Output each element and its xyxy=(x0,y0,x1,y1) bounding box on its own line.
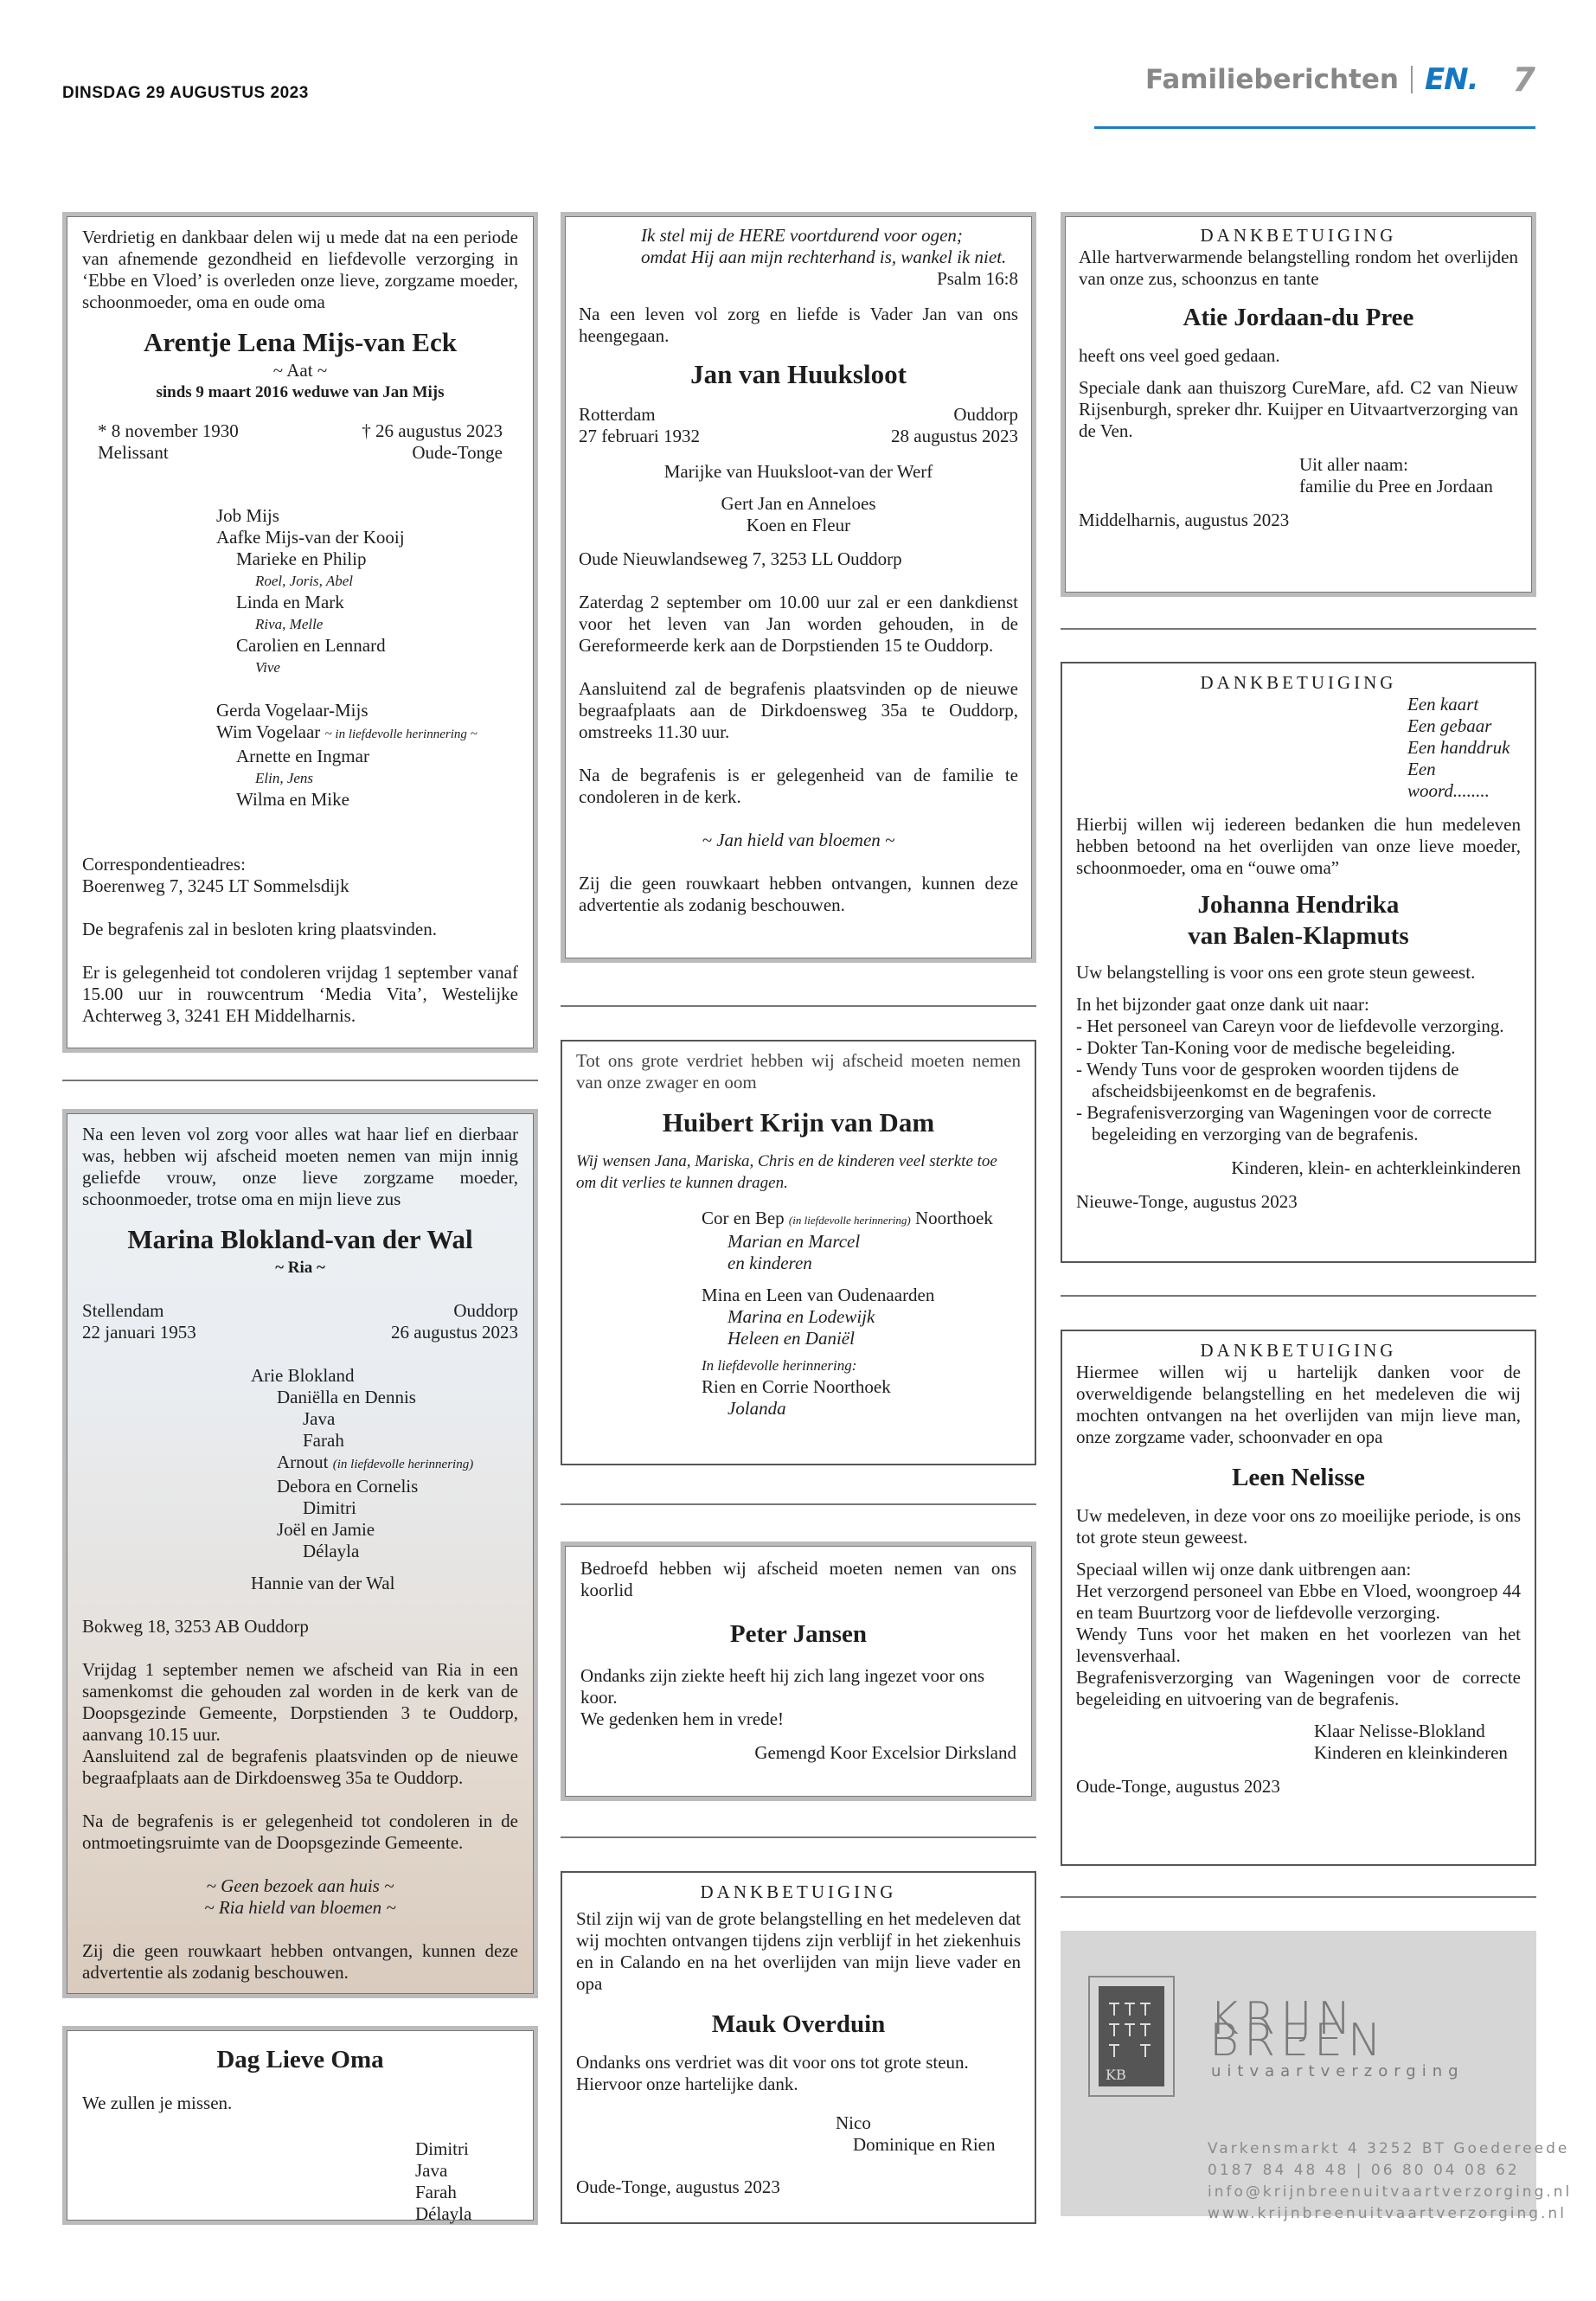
deceased-name: Atie Jordaan-du Pree xyxy=(1183,304,1414,331)
family-member: Carolien en Lennard xyxy=(236,635,386,656)
divider xyxy=(561,1836,1036,1838)
family-member: Arnette en Ingmar xyxy=(236,746,369,766)
thanks-nelisse xyxy=(1061,1330,1536,1866)
header-divider xyxy=(1411,66,1413,93)
family-member: Aafke Mijs-van der Kooij xyxy=(216,527,405,548)
birth-place: Stellendam xyxy=(82,1300,164,1321)
family-member-name: Cor en Bep xyxy=(702,1208,785,1228)
family-member: Koen en Fleur xyxy=(746,515,851,535)
poem xyxy=(1076,694,1521,802)
poem-line: Een kaart xyxy=(1407,694,1479,715)
header-rule xyxy=(1094,126,1535,129)
ad-intro: Bedroefd hebben wij afscheid moeten nemen van ons koorlid xyxy=(580,1558,1016,1600)
nickname: ~ Ria ~ xyxy=(275,1259,325,1277)
ad-title: Dag Lieve Oma xyxy=(216,2046,384,2073)
company-address: Varkensmarkt 4 3252 BT Goedereede xyxy=(1208,2140,1570,2157)
signature: Gemengd Koor Excelsior Dirksland xyxy=(754,1742,1016,1763)
family-member: Marijke van Huuksloot-van der Werf xyxy=(663,461,933,482)
burial-note: Aansluitend zal de begrafenis plaatsvinden op de nieuwe begraafplaats aan de Dirkdoensweg 35a te Ouddorp, omstreeks 11.30 uur. xyxy=(579,678,1018,742)
family-member: Wilma en Mike xyxy=(236,789,349,810)
signature-list xyxy=(82,2138,518,2225)
closing-note: Zij die geen rouwkaart hebben ontvangen, kunnen deze advertentie als zodanig beschouwen. xyxy=(82,1940,518,1983)
place-date: Nieuwe-Tonge, augustus 2023 xyxy=(1076,1191,1298,1212)
obituary-intro: Na een leven vol zorg en liefde is Vader Jan van ons heengegaan. xyxy=(579,304,1018,346)
thanks-jordaan xyxy=(1061,212,1536,597)
family-member: Job Mijs xyxy=(216,505,279,526)
signature-name: Java xyxy=(415,2160,448,2181)
divider xyxy=(62,1080,538,1081)
family-member: Arie Blokland xyxy=(251,1365,355,1386)
ad-text: Speciale dank aan thuiszorg CureMare, afd. C2 van Nieuw Rijsenburgh, spreker dhr. Kuijper en Uitvaartverzorging van de Ven. xyxy=(1079,377,1518,441)
family-member: Rien en Corrie Noorthoek xyxy=(702,1376,891,1397)
birth-date: 22 januari 1953 xyxy=(82,1322,196,1343)
service-note: Zaterdag 2 september om 10.00 uur zal er een dankdienst voor het leven van Jan worden gehouden, in de Gereformeerde kerk aan de Dorpstienden 15 te Ouddorp. xyxy=(579,592,1018,656)
family-member: Dimitri xyxy=(303,1497,356,1518)
deceased-name: Jan van Huuksloot xyxy=(690,359,907,389)
ad-text: Speciaal willen wij onze dank uitbrengen aan: xyxy=(1076,1559,1412,1580)
death-place: Ouddorp xyxy=(953,404,1018,425)
service-note: Vrijdag 1 september nemen we afscheid van Ria in een samenkomst die gehouden zal worden in de kerk van de Doopsgezinde Gemeente, Dorpstienden 3 te Ouddorp, aanvang 10.15 uur. xyxy=(82,1659,518,1745)
page-number: 7 xyxy=(1512,60,1535,99)
dates-row xyxy=(82,420,518,464)
company-contact xyxy=(1208,2138,1572,2225)
signature-name: Farah xyxy=(415,2182,457,2202)
family-member: Daniëlla en Dennis xyxy=(277,1387,416,1407)
thanks-list xyxy=(1076,1016,1521,1145)
place-date: Oude-Tonge, augustus 2023 xyxy=(576,2176,780,2197)
flowers-note: ~ Ria hield van bloemen ~ xyxy=(204,1897,396,1918)
nickname: ~ Aat ~ xyxy=(272,360,328,381)
memory-note: ~ in liefdevolle herinnering ~ xyxy=(324,727,478,741)
poem-line: Een woord........ xyxy=(1407,759,1490,801)
thanks-item-text: Begrafenisverzorging van Wageningen voor de correcte begeleiding en verzorging van de begrafenis. xyxy=(1086,1102,1492,1144)
thanks-overduin xyxy=(561,1871,1036,2224)
page-header xyxy=(1144,60,1535,99)
divider xyxy=(1061,628,1536,630)
section-title: Familieberichten xyxy=(1144,63,1399,95)
funeral-company-ad xyxy=(1061,1931,1573,2222)
family-member-name: Arnout xyxy=(277,1452,329,1472)
bible-verse-line2: omdat Hij aan mijn rechterhand is, wankel ik niet. xyxy=(641,247,1007,267)
ad-text: Het verzorgend personeel van Ebbe en Vloed, woongroep 44 en team Buurtzorg voor de liefdevolle verzorging. xyxy=(1076,1580,1521,1623)
obituary-intro: Tot ons grote verdriet hebben wij afscheid moeten nemen van onze zwager en oom xyxy=(576,1050,1021,1093)
thanks-item: - Dokter Tan-Koning voor de medische begeleiding. xyxy=(1076,1037,1456,1058)
company-logo xyxy=(1088,1976,1175,2097)
thanks-item-text: Het personeel van Careyn voor de liefdevolle verzorging. xyxy=(1086,1016,1504,1036)
dates-row xyxy=(82,1300,518,1343)
family-list xyxy=(82,1365,518,1594)
signature-name: Dimitri xyxy=(415,2138,469,2159)
ad-intro: Alle hartverwarmende belangstelling rondom het overlijden van onze zus, schoonzus en tante xyxy=(1079,247,1518,289)
family-member: Hannie van der Wal xyxy=(251,1573,395,1593)
section-heading: DANKBETUIGING xyxy=(700,1881,897,1902)
wish-note: Wij wensen Jana, Mariska, Chris en de kinderen veel sterkte toe om dit verlies te kunnen dragen. xyxy=(576,1152,997,1192)
birth-place: Melissant xyxy=(98,442,169,463)
poem-line: Een gebaar xyxy=(1407,715,1492,736)
birth-date: * 8 november 1930 xyxy=(98,420,239,441)
signature-name: Nico xyxy=(836,2112,871,2133)
dates-row xyxy=(579,404,1018,447)
signature-name: Délayla xyxy=(415,2203,472,2224)
signature-label: Uit aller naam: xyxy=(1299,454,1408,475)
family-member xyxy=(82,1452,518,1476)
family-member xyxy=(702,1208,1021,1231)
family-member: Riva, Melle xyxy=(255,616,324,632)
divider xyxy=(1061,1295,1536,1297)
page-date: DINSDAG 29 AUGUSTUS 2023 xyxy=(62,84,309,102)
ad-text: Begrafenisverzorging van Wageningen voor de correcte begeleiding en uitvoering van de begrafenis. xyxy=(1076,1667,1521,1709)
ad-dag-lieve-oma xyxy=(62,2026,538,2225)
section-heading: DANKBETUIGING xyxy=(1200,1340,1397,1361)
correspondence-label: Correspondentieadres: xyxy=(82,854,246,875)
ad-intro: Stil zijn wij van de grote belangstelling en het medeleven dat wij mochten ontvangen tijdens zijn verblijf in het ziekenhuis en in Calando en na het overlijden van mijn lieve vader en opa xyxy=(576,1908,1021,1994)
deceased-name-line2: van Balen-Klapmuts xyxy=(1188,922,1409,950)
family-member: Gerda Vogelaar-Mijs xyxy=(216,700,369,721)
family-member: Heleen en Daniël xyxy=(727,1328,855,1349)
family-member: Linda en Mark xyxy=(236,592,344,612)
divider xyxy=(561,1503,1036,1505)
family-member: Elin, Jens xyxy=(255,770,314,786)
ad-text: Ondanks zijn ziekte heeft hij zich lang ingezet voor ons koor. xyxy=(580,1665,985,1708)
ad-text: In het bijzonder gaat onze dank uit naar: xyxy=(1076,994,1369,1015)
family-member: Debora en Cornelis xyxy=(277,1476,419,1497)
bible-reference: Psalm 16:8 xyxy=(937,268,1018,289)
family-member: Java xyxy=(303,1408,336,1429)
section-heading: DANKBETUIGING xyxy=(1200,225,1397,246)
closing-note: Zij die geen rouwkaart hebben ontvangen, kunnen deze advertentie als zodanig beschouwen. xyxy=(579,873,1018,915)
deceased-name: Marina Blokland-van der Wal xyxy=(127,1224,473,1254)
memory-note: (in liefdevolle herinnering) xyxy=(788,1214,911,1227)
signature-name: Kinderen en kleinkinderen xyxy=(1314,1742,1508,1763)
family-member-name: Wim Vogelaar xyxy=(216,721,321,742)
company-name: KRIJN BREEN xyxy=(1209,1993,1387,2067)
obituary-intro: Verdrietig en dankbaar delen wij u mede dat na een periode van afnemende gezondheid en liefdevolle verzorging in ‘Ebbe en Vloed’ is overleden onze lieve, zorgzame moeder, schoonmoeder, oma en oude oma xyxy=(82,227,518,312)
deceased-name-line1: Johanna Hendrika xyxy=(1197,891,1400,919)
ad-peter-jansen xyxy=(561,1541,1036,1801)
newspaper-logo: EN. xyxy=(1424,61,1478,97)
divider xyxy=(1061,1896,1536,1898)
obituary-van-huuksloot xyxy=(561,212,1036,963)
signature: Kinderen, klein- en achterkleinkinderen xyxy=(1231,1157,1521,1178)
ad-text: Wendy Tuns voor het maken en het voorlezen van het levensverhaal. xyxy=(1076,1624,1521,1666)
company-email[interactable]: info@krijnbreenuitvaartverzorging.nl xyxy=(1208,2183,1573,2201)
condolence-note: Na de begrafenis is er gelegenheid van de familie te condoleren in de kerk. xyxy=(579,765,1018,807)
family-member: Mina en Leen van Oudenaarden xyxy=(702,1285,935,1305)
family-member: Délayla xyxy=(303,1541,360,1561)
ad-text: We zullen je missen. xyxy=(82,2093,233,2113)
memory-note: (in liefdevolle herinnering) xyxy=(332,1458,474,1471)
family-member: en kinderen xyxy=(727,1253,812,1273)
home-address: Oude Nieuwlandseweg 7, 3253 LL Ouddorp xyxy=(579,548,902,569)
deceased-name: Arentje Lena Mijs-van Eck xyxy=(144,327,457,357)
signature: familie du Pree en Jordaan xyxy=(1299,476,1493,497)
family-member: Roel, Joris, Abel xyxy=(255,573,353,589)
death-date: 26 augustus 2023 xyxy=(391,1322,518,1343)
family-member: Farah xyxy=(303,1430,344,1451)
thanks-item: - Wendy Tuns voor de gesproken woorden tijdens de afscheidsbijeenkomst en de begrafenis. xyxy=(1076,1059,1459,1101)
logo-letters: KB xyxy=(1106,2067,1126,2083)
family-list xyxy=(82,505,518,811)
company-tagline: uitvaartverzorging xyxy=(1211,2062,1465,2080)
company-logo-icon xyxy=(1090,1977,1173,2095)
ad-intro: Hierbij willen wij iedereen bedanken die hun medeleven hebben betoond na het overlijden van onze lieve moeder, schoonmoeder, oma en “ouwe oma” xyxy=(1076,814,1521,878)
signature-name: Dominique en Rien xyxy=(853,2134,996,2155)
place-date: Middelharnis, augustus 2023 xyxy=(1079,510,1290,530)
bible-verse-line1: Ik stel mij de HERE voortdurend voor ogen; xyxy=(641,225,963,246)
flowers-note: ~ Jan hield van bloemen ~ xyxy=(702,830,895,850)
thanks-van-balen xyxy=(1061,662,1536,1263)
ad-text: Ondanks ons verdriet was dit voor ons tot grote steun. Hiervoor onze hartelijke dank. xyxy=(576,2052,969,2094)
family-member: Vive xyxy=(255,659,280,676)
family-place: Noorthoek xyxy=(914,1208,993,1228)
ad-text: Uw medeleven, in deze voor ons zo moeilijke periode, is ons tot grote steun geweest. xyxy=(1076,1505,1521,1548)
death-date: 28 augustus 2023 xyxy=(891,426,1018,446)
signature-name: Klaar Nelisse-Blokland xyxy=(1314,1721,1485,1741)
poem-line: Een handdruk xyxy=(1407,737,1510,758)
obituary-van-dam xyxy=(561,1040,1036,1465)
condolence-note: Er is gelegenheid tot condoleren vrijdag 1 september vanaf 15.00 uur in rouwcentrum ‘Media Vita’, Westelijke Achterweg 3, 3241 EH Middelharnis. xyxy=(82,962,518,1026)
thanks-item-text: Dokter Tan-Koning voor de medische begeleiding. xyxy=(1086,1037,1456,1058)
family-member: Marian en Marcel xyxy=(727,1231,861,1252)
family-member: Gert Jan en Anneloes xyxy=(721,493,876,514)
birth-place: Rotterdam xyxy=(579,404,656,425)
correspondence-address: Boerenweg 7, 3245 LT Sommelsdijk xyxy=(82,875,349,896)
deceased-name: Huibert Krijn van Dam xyxy=(662,1107,935,1138)
divider xyxy=(561,1005,1036,1007)
family-list xyxy=(576,1208,1021,1420)
company-website[interactable]: www.krijnbreenuitvaartverzorging.nl xyxy=(1208,2205,1567,2222)
birth-date: 27 februari 1932 xyxy=(579,426,700,446)
funeral-note: De begrafenis zal in besloten kring plaatsvinden. xyxy=(82,919,437,939)
widow-note: sinds 9 maart 2016 weduwe van Jan Mijs xyxy=(156,383,445,401)
obituary-mijs-van-eck xyxy=(62,212,538,1053)
family-member: Marieke en Philip xyxy=(236,548,367,569)
deceased-name: Mauk Overduin xyxy=(711,2010,886,2038)
thanks-item: - Begrafenisverzorging van Wageningen voor de correcte begeleiding en verzorging van de begrafenis. xyxy=(1076,1102,1492,1144)
ad-text: Uw belangstelling is voor ons een grote steun geweest. xyxy=(1076,962,1476,983)
deceased-name: Peter Jansen xyxy=(729,1620,868,1648)
visit-note: ~ Geen bezoek aan huis ~ xyxy=(206,1875,394,1896)
death-place: Ouddorp xyxy=(453,1300,518,1321)
family-member xyxy=(82,721,518,746)
condolence-note: Na de begrafenis is er gelegenheid tot condoleren in de ontmoetingsruimte van de Doopsgezinde Gemeente. xyxy=(82,1811,518,1853)
death-date: † 26 augustus 2023 xyxy=(362,420,503,441)
obituary-intro: Na een leven vol zorg voor alles wat haar lief en dierbaar was, hebben wij afscheid moeten nemen van mijn innig geliefde vrouw, onze lieve zorgzame moeder, schoonmoeder, trotse oma en mijn lieve zus xyxy=(82,1124,518,1209)
obituary-blokland xyxy=(62,1109,538,1998)
memory-label: In liefdevolle herinnering: xyxy=(702,1357,857,1374)
ad-text: We gedenken hem in vrede! xyxy=(580,1708,785,1729)
home-address: Bokweg 18, 3253 AB Ouddorp xyxy=(82,1616,309,1637)
thanks-item-text: Wendy Tuns voor de gesproken woorden tijdens de afscheidsbijeenkomst en de begrafenis. xyxy=(1086,1059,1459,1101)
thanks-item: - Het personeel van Careyn voor de liefdevolle verzorging. xyxy=(1076,1016,1504,1036)
deceased-name: Leen Nelisse xyxy=(1232,1464,1365,1491)
family-member: Jolanda xyxy=(727,1398,786,1419)
ad-intro: Hiermee willen wij u hartelijk danken voor de overweldigende belangstelling en het medeleven die wij mochten ontvangen na het overlijden van mijn lieve man, onze zorgzame vader, schoonvader en opa xyxy=(1076,1362,1521,1447)
burial-note: Aansluitend zal de begrafenis plaatsvinden op de nieuwe begraafplaats aan de Dirkdoensweg 35a te Ouddorp. xyxy=(82,1746,518,1788)
family-member: Marina en Lodewijk xyxy=(727,1306,875,1327)
family-member: Joël en Jamie xyxy=(277,1519,375,1540)
section-heading: DANKBETUIGING xyxy=(1200,672,1397,693)
death-place: Oude-Tonge xyxy=(412,442,503,463)
place-date: Oude-Tonge, augustus 2023 xyxy=(1076,1776,1280,1797)
ad-text: heeft ons veel goed gedaan. xyxy=(1079,345,1280,366)
company-phone: 0187 84 48 48 | 06 80 04 08 62 xyxy=(1208,2162,1520,2179)
